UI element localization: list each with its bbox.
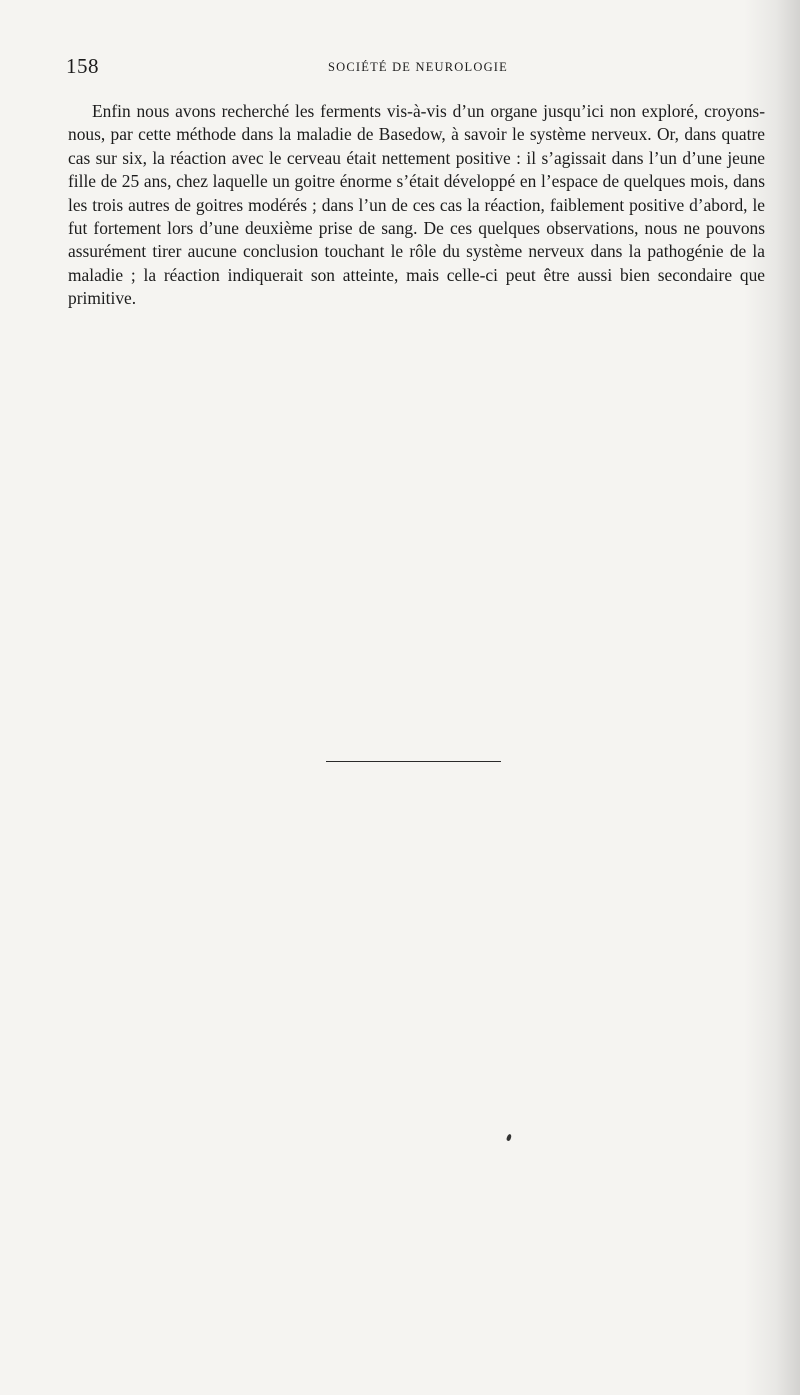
running-head: SOCIÉTÉ DE NEUROLOGIE [327,60,509,74]
page-number: 158 [66,54,99,78]
section-end-rule [326,761,501,762]
body-paragraph: Enfin nous avons recherché les ferments vis-à-vis d’un organe jusqu’ici non exploré, croyons-nous, par cette méthode dans la maladie de Basedow, à savoir le système nerveux. Or, dans quatre cas sur six, la réaction avec le cerveau était nettement positive : il s’agissait dans l’un d’une jeune fille de 25 ans, chez laquelle un goitre énorme s’était développé en l’espace de quelques mois, dans les trois autres de goitres modérés ; dans l’un de ces cas la réaction, faiblement positive d’abord, le fut fortement lors d’une deuxième prise de sang. De ces quelques observations, nous ne pouvons assurément tirer aucune conclusion touchant le rôle du système nerveux dans la pathogénie de la maladie ; la réaction indiquerait son atteinte, mais celle-ci peut être aussi bien secondaire que primitive. [68,101,765,309]
ink-speck [506,1134,512,1142]
